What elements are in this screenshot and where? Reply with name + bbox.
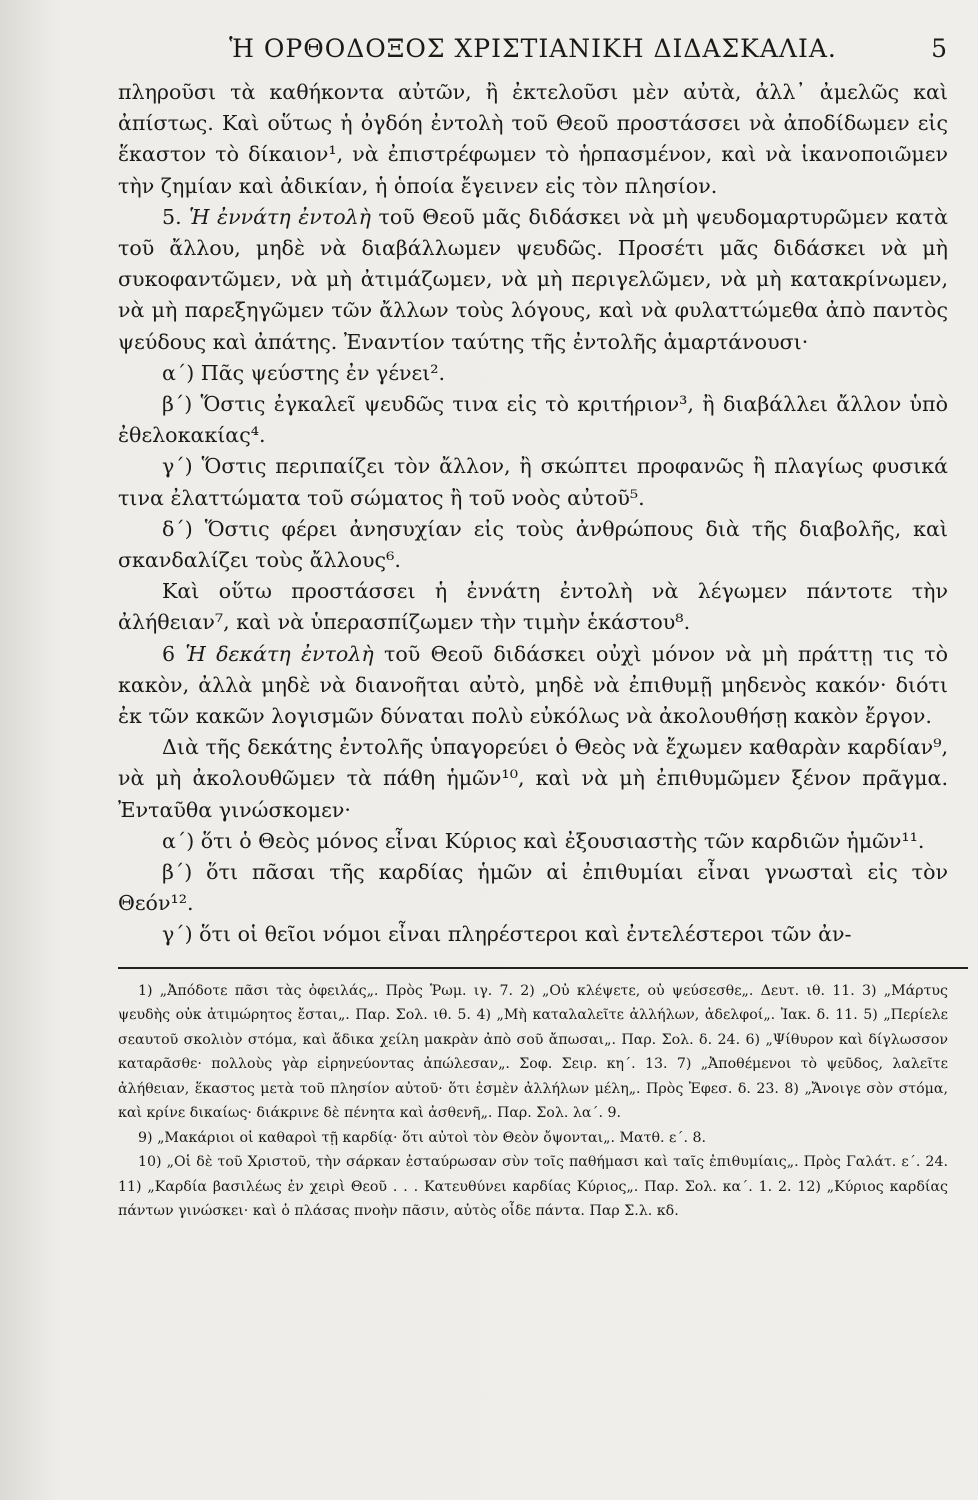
paragraph (118, 576, 948, 638)
paragraph (118, 639, 948, 733)
commandment-heading: Ἡ δεκάτη ἐντολὴ (185, 641, 374, 666)
paragraph-text: α΄) ὅτι ὁ Θεὸς μόνος εἶναι Κύριος καὶ ἐξουσιαστὴς τῶν καρδιῶν ἡμῶν¹¹. (162, 828, 925, 853)
paragraph (118, 202, 948, 358)
footnote-paragraph (118, 1126, 948, 1151)
body-text (118, 77, 948, 951)
paragraph-text: 1) „Ἀπόδοτε πᾶσι τὰς ὀφειλάς„. Πρὸς Ῥωμ. ιγ. 7. 2) „Οὐ κλέψετε, οὐ ψεύσεσθε„. Δευτ. ιθ. 11. 3) „Μάρτυς ψευδὴς οὐκ ἀτιμώρητος ἔσται„. Παρ. Σολ. ιθ. 5. 4) „Μὴ καταλαλεῖτε ἀλλήλων, ἀδελφοί„. Ἰακ. δ. 11. 5) „Περίελε σεαυτοῦ σκολιὸν στόμα, καὶ ἄδικα χείλη μακρὰν ἀπὸ σοῦ ἄπωσαι„. Παρ. Σολ. δ. 24. 6) „Ψίθυρον καὶ δίγλωσσον καταρᾶσθε· πολλοὺς γὰρ εἰρηνεύοντας ἀπώλεσαν„. Σοφ. Σειρ. κη΄. 13. 7) „Ἀποθέμενοι τὸ ψεῦδος, λαλεῖτε ἀλήθειαν, ἕκαστος μετὰ τοῦ πλησίον αὐτοῦ· ὅτι ἐσμὲν ἀλλήλων μέλη„. Πρὸς Ἐφεσ. δ. 23. 8) „Ἄνοιγε σὸν στόμα, καὶ κρίνε δικαίως· διάκρινε δὲ πένητα καὶ ἀσθενῆ„. Παρ. Σολ. λα΄. 9. (118, 982, 948, 1122)
paragraph-text: β΄) ὅτι πᾶσαι τῆς καρδίας ἡμῶν αἱ ἐπιθυμίαι εἶναι γνωσταὶ εἰς τὸν Θεόν¹². (118, 860, 948, 916)
paragraph-text: γ΄) ὅτι οἱ θεῖοι νόμοι εἶναι πληρέστεροι καὶ ἐντελέστεροι τῶν ἀν- (162, 922, 852, 947)
paragraph-text: δ΄) Ὅστις φέρει ἀνησυχίαν εἰς τοὺς ἀνθρώπους διὰ τῆς διαβολῆς, καὶ σκανδαλίζει τοὺς ἄλλους⁶. (118, 516, 948, 573)
paragraph (118, 826, 948, 857)
page-number: 5 (931, 34, 948, 63)
paragraph-text: πληροῦσι τὰ καθήκοντα αὐτῶν, ἢ ἐκτελοῦσι μὲν αὐτὰ, ἀλλ᾽ ἀμελῶς καὶ ἀπίστως. Καὶ οὕτως ἡ ὀγδόη ἐντολὴ τοῦ Θεοῦ προστάσσει νὰ ἀποδίδωμεν εἰς ἕκαστον τὸ δίκαιον¹, νὰ ἐπιστρέφωμεν τὸ ἡρπασμένον, καὶ νὰ ἱκανοποιῶμεν τὴν ζημίαν καὶ ἀδικίαν, ἡ ὁποία ἔγεινεν εἰς τὸν πλησίον. (118, 80, 948, 198)
paragraph-text: 9) „Μακάριοι οἱ καθαροὶ τῇ καρδίᾳ· ὅτι αὐτοὶ τὸν Θεὸν ὄψονται„. Ματθ. ε΄. 8. (138, 1129, 707, 1146)
footnotes (118, 979, 948, 1224)
paragraph-text: Καὶ οὕτω προστάσσει ἡ ἐννάτη ἐντολὴ νὰ λέγωμεν πάντοτε τὴν ἀλήθειαν⁷, καὶ νὰ ὑπερασπίζωμεν τὴν τιμὴν ἑκάστου⁸. (118, 579, 948, 635)
footnote-paragraph (118, 979, 948, 1126)
paragraph (118, 77, 948, 202)
paragraph-number: 5. (162, 204, 190, 229)
footnote-paragraph (118, 1150, 948, 1224)
commandment-heading: Ἡ ἐννάτη ἐντολὴ (189, 204, 371, 229)
paragraph-text: β΄) Ὅστις ἐγκαλεῖ ψευδῶς τινα εἰς τὸ κριτήριον³, ἢ διαβάλλει ἄλλον ὑπὸ ἐθελοκακίας⁴. (118, 392, 948, 448)
paragraph-text: Διὰ τῆς δεκάτης ἐντολῆς ὑπαγορεύει ὁ Θεὸς νὰ ἔχωμεν καθαρὰν καρδίαν⁹, νὰ μὴ ἀκολουθῶμεν τὰ πάθη ἡμῶν¹⁰, καὶ νὰ μὴ ἐπιθυμῶμεν ξένον πρᾶγμα. Ἐνταῦθα γινώσκομεν· (118, 735, 948, 822)
paragraph (118, 857, 948, 919)
paragraph-text: γ΄) Ὅστις περιπαίζει τὸν ἄλλον, ἢ σκώπτει προφανῶς ἢ πλαγίως φυσικά τινα ἐλαττώματα τοῦ σώματος ἢ τοῦ νοὸς αὐτοῦ⁵. (118, 454, 948, 510)
paragraph (118, 358, 948, 389)
header-title: Ἡ ΟΡΘΟΔΟΞΟΣ ΧΡΙΣΤΙΑΝΙΚΗ ΔΙΔΑΣΚΑΛΙΑ. (229, 34, 837, 63)
paragraph-text: τοῦ Θεοῦ διδάσκει οὐχὶ μόνον νὰ μὴ πράττῃ τις τὸ κακὸν, ἀλλὰ μηδὲ νὰ διανοῆται αὐτὸ, μηδὲ νὰ ἐπιθυμῇ μηδενὸς κακόν· διότι ἐκ τῶν κακῶν λογισμῶν δύναται πολὺ εὐκόλως νὰ ἀκολουθήσῃ κακὸν ἔργον. (118, 641, 948, 729)
running-header (118, 34, 948, 63)
paragraph-text: α΄) Πᾶς ψεύστης ἐν γένει². (162, 360, 446, 385)
paragraph-number: 6 (162, 641, 186, 666)
paragraph (118, 451, 948, 513)
paragraph (118, 389, 948, 451)
paragraph (118, 514, 948, 576)
paragraph-text: τοῦ Θεοῦ μᾶς διδάσκει νὰ μὴ ψευδομαρτυρῶμεν κατὰ τοῦ ἄλλου, μηδὲ νὰ διαβάλλωμεν ψευδῶς. Προσέτι μᾶς διδάσκει νὰ μὴ συκοφαντῶμεν, νὰ μὴ ἀτιμάζωμεν, νὰ μὴ περιγελῶμεν, νὰ μὴ κατακρίνωμεν, νὰ μὴ παρεξηγῶμεν τῶν ἄλλων τοὺς λόγους, καὶ νὰ φυλαττώμεθα ἀπὸ παντὸς ψεύδους καὶ ἀπάτης. Ἐναντίον ταύτης τῆς ἐντολῆς ἁμαρτάνουσι· (118, 204, 948, 354)
paragraph (118, 732, 948, 826)
footnote-rule (118, 967, 968, 969)
paragraph-text: 10) „Οἱ δὲ τοῦ Χριστοῦ, τὴν σάρκαν ἐσταύρωσαν σὺν τοῖς παθήμασι καὶ ταῖς ἐπιθυμίαις„. Πρὸς Γαλάτ. ε΄. 24. 11) „Καρδία βασιλέως ἐν χειρὶ Θεοῦ . . . Κατευθύνει καρδίας Κύριος„. Παρ. Σολ. κα΄. 1. 2. 12) „Κύριος καρδίας πάντων γινώσκει· καὶ ὁ πλάσας πνοὴν πᾶσιν, αὐτὸς οἶδε πάντα. Παρ Σ.λ. κδ. (118, 1154, 948, 1220)
paragraph (118, 919, 948, 950)
